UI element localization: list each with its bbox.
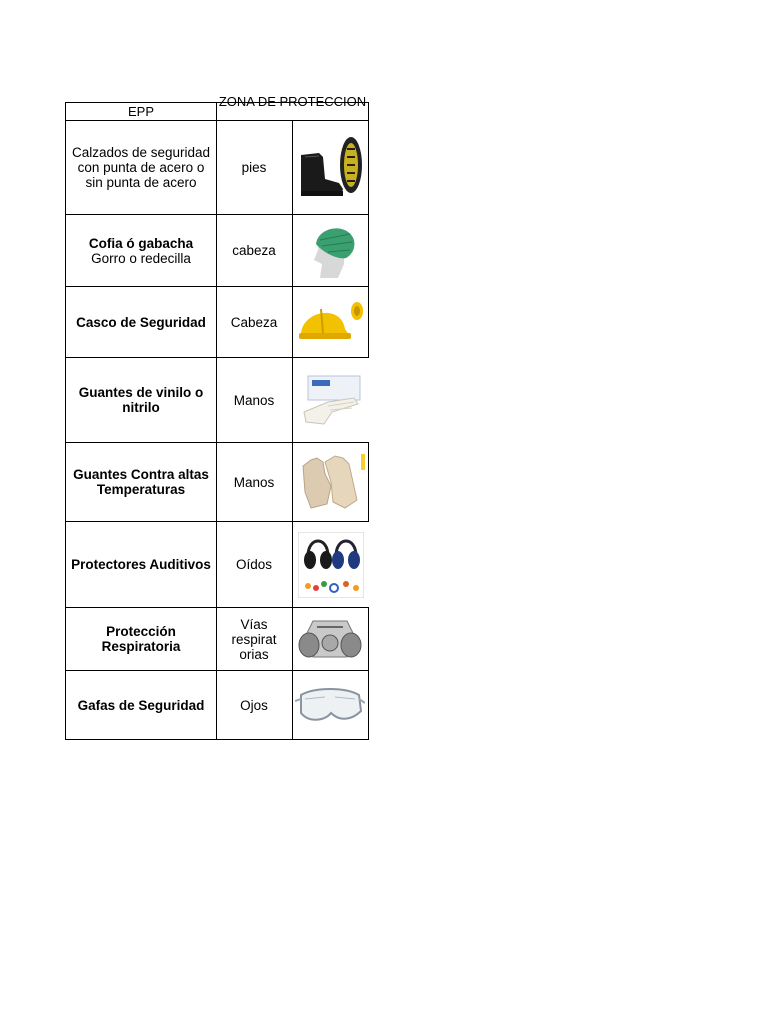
zona-value: Oídos	[216, 522, 293, 607]
table-row	[65, 608, 369, 670]
zona-value: Manos	[216, 358, 293, 442]
table-row	[65, 671, 369, 739]
zona-value: Ojos	[216, 671, 293, 739]
table-row	[65, 443, 369, 521]
epp-name	[65, 522, 217, 607]
hairnet-icon	[292, 215, 369, 286]
table-row	[65, 522, 369, 607]
table-border-bottom	[65, 739, 369, 740]
epp-label: Protección Respiratoria	[101, 624, 181, 654]
header-zona: ZONA DE PROTECCION	[218, 94, 367, 109]
zona-value: Cabeza	[216, 287, 293, 357]
epp-label: Casco de Seguridad	[76, 314, 206, 330]
safety-goggles-icon	[292, 671, 369, 739]
epp-name	[65, 215, 217, 286]
table-header	[65, 94, 369, 121]
epp-name	[65, 671, 217, 739]
table-row	[65, 215, 369, 286]
zona-value: Vías respirat orias	[216, 608, 293, 670]
epp-name	[65, 287, 217, 357]
zona-value: cabeza	[216, 215, 293, 286]
table-row	[65, 358, 369, 442]
table-row	[65, 287, 369, 357]
safety-boot-icon	[292, 121, 369, 214]
epp-name	[65, 608, 217, 670]
epp-label: Protectores Auditivos	[71, 557, 211, 572]
heat-gloves-icon	[292, 443, 369, 521]
epp-label: Gafas de Seguridad	[77, 697, 205, 713]
epp-label: Guantes de vinilo o nitrilo	[78, 385, 204, 415]
zona-value: pies	[216, 121, 293, 214]
epp-name	[65, 121, 217, 214]
epp-sublabel: Gorro o redecilla	[91, 250, 191, 266]
table-row	[65, 121, 369, 214]
zona-value: Manos	[216, 443, 293, 521]
epp-name	[65, 358, 217, 442]
respirator-icon	[292, 608, 369, 670]
header-epp: EPP	[65, 102, 217, 121]
epp-label: Calzados de seguridad con punta de acero o sin punta de acero	[71, 145, 211, 190]
hard-hat-icon	[292, 287, 369, 357]
epp-name	[65, 443, 217, 521]
epp-label: Guantes Contra altas Temperaturas	[73, 467, 209, 497]
latex-gloves-icon	[292, 358, 369, 442]
epp-label: Cofia ó gabacha	[88, 235, 194, 251]
ear-protection-icon	[292, 522, 369, 607]
